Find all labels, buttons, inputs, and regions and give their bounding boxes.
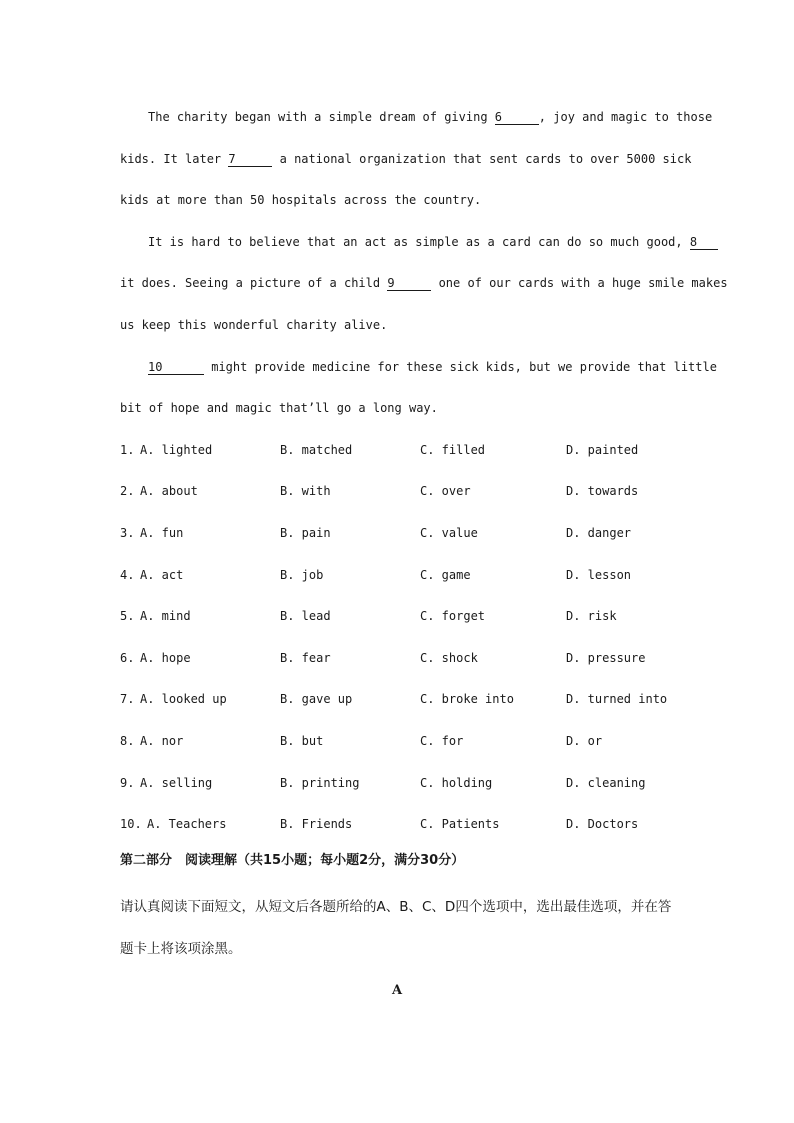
option-row	[120, 804, 676, 846]
option-b: B. Friends	[280, 817, 353, 832]
option-row	[120, 471, 676, 513]
option-a: A. looked up	[140, 692, 227, 707]
option-row	[120, 721, 676, 763]
option-a: A. mind	[140, 609, 191, 624]
blank-10: 10	[148, 360, 204, 375]
option-d: D. turned into	[566, 692, 668, 707]
option-d: D. risk	[566, 609, 617, 624]
question-number: 2.	[120, 484, 135, 499]
passage-text: The charity began with a simple dream of giving	[148, 110, 488, 124]
option-b: B. gave up	[280, 692, 353, 707]
document-page	[120, 97, 728, 1012]
blank-7: 7	[228, 152, 272, 167]
passage-text: , joy and magic to those	[538, 110, 713, 124]
option-d: D. painted	[566, 442, 639, 457]
instruction-line: 请认真阅读下面短文，从短文后各题所给的A、B、C、D四个选项中，选出最佳选项，并在答	[120, 899, 672, 916]
option-d: D. or	[566, 733, 603, 748]
option-c: C. filled	[420, 442, 486, 457]
option-a: A. nor	[140, 733, 184, 748]
passage-line	[120, 97, 713, 139]
question-number: 3.	[120, 525, 135, 540]
option-d: D. cleaning	[566, 775, 646, 790]
option-row	[120, 763, 676, 805]
option-a: A. selling	[140, 775, 213, 790]
blank-8: 8	[690, 235, 718, 250]
option-a: A. hope	[140, 650, 191, 665]
question-number: 5.	[120, 609, 135, 624]
option-b: B. pain	[280, 525, 331, 540]
option-b: B. matched	[280, 442, 353, 457]
option-a: A. about	[140, 484, 198, 499]
passage-text: us keep this wonderful charity alive.	[120, 317, 388, 332]
option-c: C. game	[420, 567, 471, 582]
passage-line	[120, 139, 692, 181]
option-c: C. over	[420, 484, 471, 499]
option-row	[120, 513, 676, 555]
question-number: 4.	[120, 567, 135, 582]
passage-line	[120, 388, 676, 430]
instruction-line: 题卡上将该项涂黑。	[120, 940, 242, 957]
option-c: C. for	[420, 733, 464, 748]
option-a: A. fun	[140, 525, 184, 540]
option-a: A. lighted	[140, 442, 213, 457]
passage-text: one of our cards with a huge smile makes	[438, 276, 728, 291]
section-title: 第二部分 阅读理解（共15小题；每小题2分，满分30分）	[120, 852, 465, 868]
option-a: A. act	[140, 567, 184, 582]
blank-6: 6	[495, 110, 539, 125]
passage-line	[120, 222, 698, 264]
passage-line	[120, 180, 676, 222]
option-row	[120, 596, 676, 638]
option-b: B. printing	[280, 775, 360, 790]
option-b: B. fear	[280, 650, 331, 665]
passage-text: bit of hope and magic that’ll go a long way.	[120, 401, 438, 416]
option-b: B. job	[280, 567, 324, 582]
option-row	[120, 679, 676, 721]
option-b: B. but	[280, 733, 324, 748]
question-number: 7.	[120, 692, 135, 707]
option-d: D. pressure	[566, 650, 646, 665]
passage-line	[120, 347, 717, 389]
passage-text: kids. It later	[120, 151, 222, 166]
passage-text: kids at more than 50 hospitals across the country.	[120, 193, 482, 208]
option-d: D. Doctors	[566, 817, 639, 832]
option-d: D. danger	[566, 525, 632, 540]
passage-text: a national organization that sent cards to over 5000 sick	[279, 151, 692, 166]
option-c: C. holding	[420, 775, 493, 790]
option-c: C. forget	[420, 609, 486, 624]
option-b: B. with	[280, 484, 331, 499]
options-list	[120, 430, 676, 846]
option-c: C. Patients	[420, 817, 500, 832]
option-c: C. broke into	[420, 692, 514, 707]
blank-9: 9	[387, 276, 431, 291]
passage-line	[120, 305, 676, 347]
option-c: C. value	[420, 525, 478, 540]
option-c: C. shock	[420, 650, 478, 665]
passage-text: might provide medicine for these sick kids, but we provide that little	[211, 359, 717, 374]
question-number: 8.	[120, 733, 135, 748]
option-row	[120, 555, 676, 597]
option-b: B. lead	[280, 609, 331, 624]
passage-label: A	[391, 983, 403, 999]
option-row	[120, 638, 676, 680]
option-d: D. towards	[566, 484, 639, 499]
passage-text: it does. Seeing a picture of a child	[120, 276, 381, 291]
question-number: 9.	[120, 775, 135, 790]
option-row	[120, 430, 676, 472]
question-number: 1.	[120, 442, 135, 457]
question-number: 6.	[120, 650, 135, 665]
option-a: A. Teachers	[147, 817, 227, 832]
passage-text: It is hard to believe that an act as simple as a card can do so much good,	[148, 234, 683, 249]
option-d: D. lesson	[566, 567, 632, 582]
passage-line	[120, 263, 728, 305]
question-number: 10.	[120, 817, 142, 832]
